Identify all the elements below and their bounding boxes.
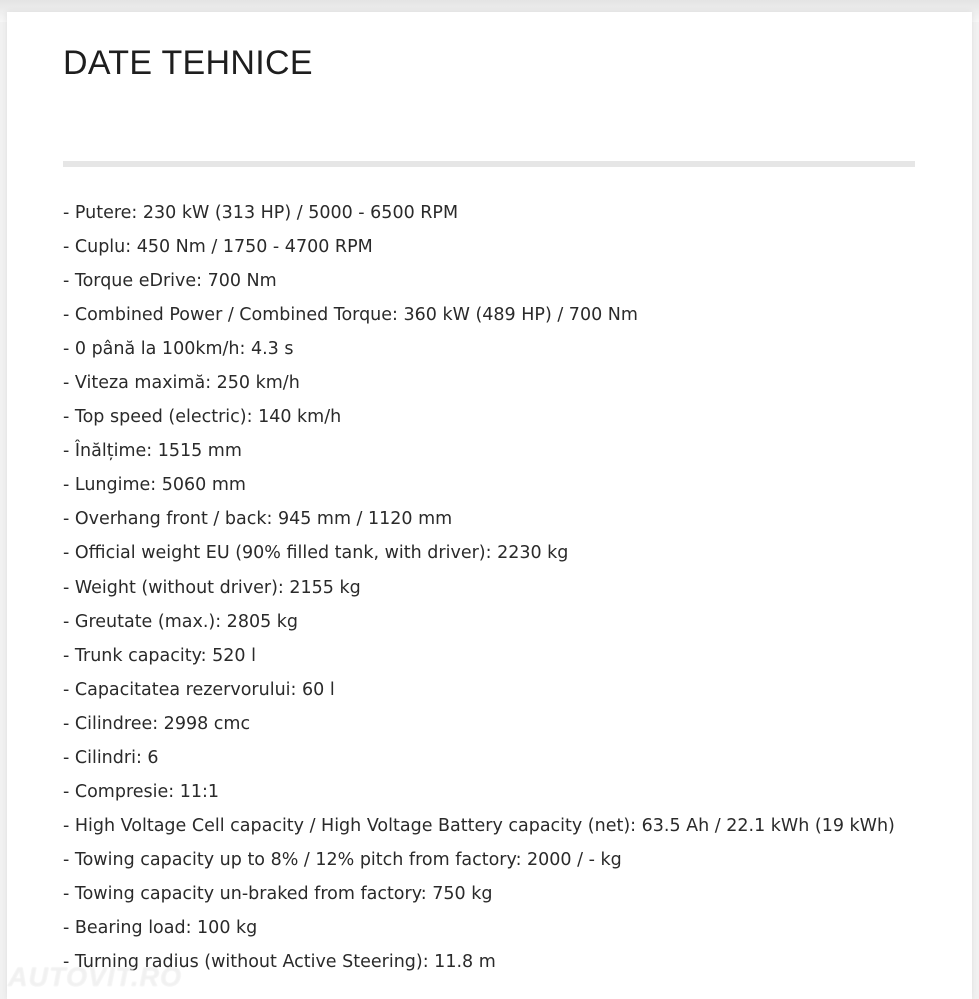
spec-item: - Towing capacity un-braked from factory: 750 kg: [63, 883, 493, 904]
spec-item: - Capacitatea rezervorului: 60 l: [63, 679, 335, 700]
spec-item: - Weight (without driver): 2155 kg: [63, 577, 361, 598]
title-divider: [63, 161, 915, 167]
spec-item: - Trunk capacity: 520 l: [63, 645, 256, 666]
spec-item: - Towing capacity up to 8% / 12% pitch from factory: 2000 / - kg: [63, 849, 622, 870]
spec-item: - Torque eDrive: 700 Nm: [63, 271, 277, 292]
spec-item: - Cilindree: 2998 cmc: [63, 713, 251, 734]
page-title: DATE TEHNICE: [63, 44, 313, 82]
spec-item: - Official weight EU (90% filled tank, with driver): 2230 kg: [63, 543, 569, 564]
spec-item: - Greutate (max.): 2805 kg: [63, 611, 299, 632]
spec-item: - Putere: 230 kW (313 HP) / 5000 - 6500 RPM: [63, 203, 459, 223]
spec-item: - Viteza maximă: 250 km/h: [63, 373, 300, 394]
spec-list: [63, 196, 895, 979]
spec-item: - Cuplu: 450 Nm / 1750 - 4700 RPM: [63, 237, 373, 258]
spec-item: - Lungime: 5060 mm: [63, 475, 246, 496]
spec-item: - Cilindri: 6: [63, 747, 159, 768]
spec-item: - Înălțime: 1515 mm: [63, 441, 242, 462]
spec-item: - Combined Power / Combined Torque: 360 kW (489 HP) / 700 Nm: [63, 305, 638, 326]
spec-item: - Overhang front / back: 945 mm / 1120 mm: [63, 509, 453, 530]
spec-item: - High Voltage Cell capacity / High Voltage Battery capacity (net): 63.5 Ah / 22.1 kWh (19 kWh): [63, 815, 895, 836]
spec-item: - Compresie: 11:1: [63, 781, 220, 802]
spec-item: - 0 până la 100km/h: 4.3 s: [63, 339, 294, 360]
spec-item: - Bearing load: 100 kg: [63, 917, 258, 938]
spec-item: - Turning radius (without Active Steering): 11.8 m: [63, 952, 496, 973]
watermark-logo: AUTOVIT.RO: [8, 962, 183, 992]
spec-item: - Top speed (electric): 140 km/h: [63, 407, 342, 428]
